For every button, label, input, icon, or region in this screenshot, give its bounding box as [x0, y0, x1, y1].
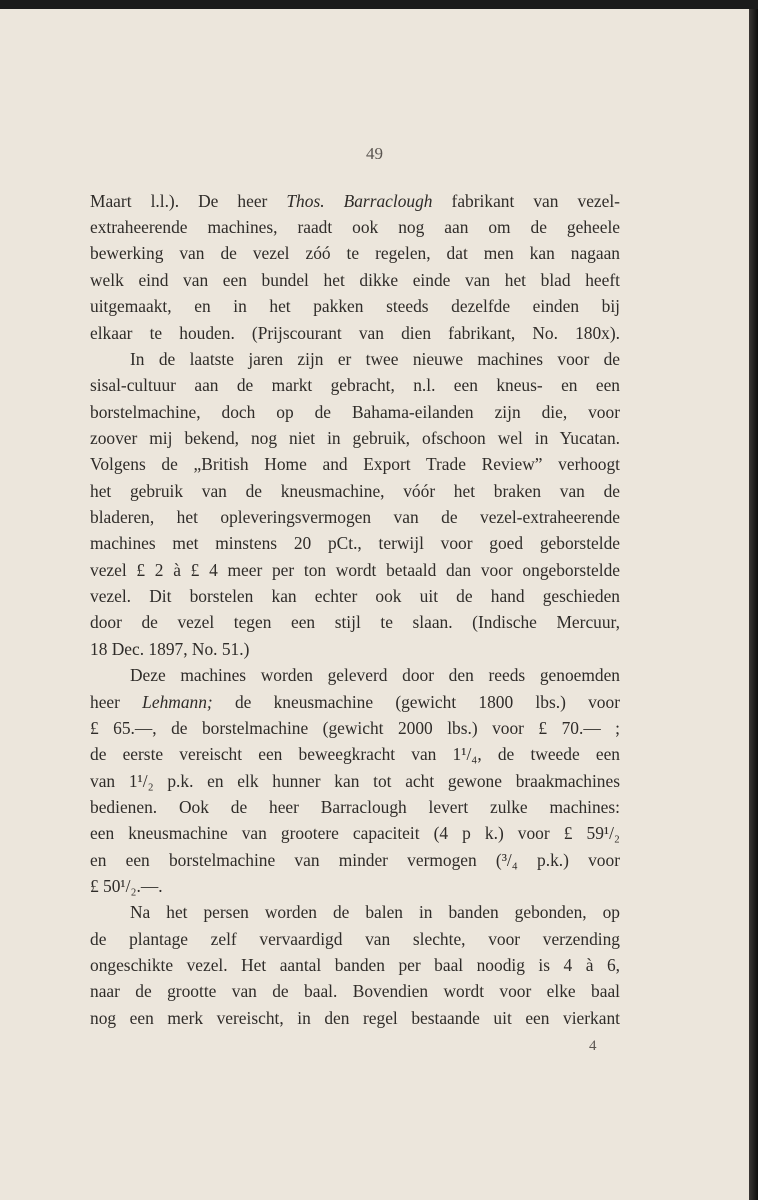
text-line: bewerking van de vezel zóó te regelen, dat men kan nagaan [90, 243, 620, 263]
text-line: Volgens de „British Home and Export Trade Review” verhoogt [90, 454, 620, 474]
text-line: Na het persen worden de balen in banden gebonden, op [130, 902, 620, 922]
text-line: vezel. Dit borstelen kan echter ook uit de hand geschieden [90, 586, 620, 606]
text-line: door de vezel tegen een stijl te slaan. (Indische Mercuur, [90, 612, 620, 632]
text-line: £ 65.—, de borstelmachine (gewicht 2000 lbs.) voor £ 70.— ; [90, 718, 620, 738]
text-line: vezel £ 2 à £ 4 meer per ton wordt betaald dan voor ongeborstelde [90, 560, 620, 580]
text-line: het gebruik van de kneusmachine, vóór het braken van de [90, 481, 620, 501]
text-line: de plantage zelf vervaardigd van slechte, voor verzending [90, 929, 620, 949]
page-number: 49 [366, 144, 383, 163]
text-line: naar de grootte van de baal. Bovendien wordt voor elke baal [90, 981, 620, 1001]
text-line: extraheerende machines, raadt ook nog aan om de geheele [90, 217, 620, 237]
text-line: borstelmachine, doch op de Bahama-eilanden zijn die, voor [90, 402, 620, 422]
text-line: bedienen. Ook de heer Barraclough levert zulke machines: [90, 797, 620, 817]
text-line: Maart l.l.). De heer Thos. Barraclough fabrikant van vezel- [90, 191, 620, 211]
text-line: nog een merk vereischt, in den regel bestaande uit een vierkant [90, 1008, 620, 1028]
text-line: de eerste vereischt een beweegkracht van 1¹/₄, de tweede een [90, 744, 620, 764]
text-line: sisal-cultuur aan de markt gebracht, n.l. een kneus- en een [90, 375, 620, 395]
text-line: een kneusmachine van grootere capaciteit (4 p k.) voor £ 59¹/₂ [90, 823, 620, 843]
book-page [0, 9, 749, 1200]
page-edge-shadow [749, 9, 758, 1200]
text-line: 18 Dec. 1897, No. 51.) [90, 639, 250, 659]
text-line: van 1¹/₂ p.k. en elk hunner kan tot acht gewone braakmachines [90, 771, 620, 791]
text-line: In de laatste jaren zijn er twee nieuwe machines voor de [130, 349, 620, 369]
text-line: ongeschikte vezel. Het aantal banden per baal noodig is 4 à 6, [90, 955, 620, 975]
text-line: welk eind van een bundel het dikke einde van het blad heeft [90, 270, 620, 290]
text-line: bladeren, het opleveringsvermogen van de vezel-extraheerende [90, 507, 620, 527]
text-line: uitgemaakt, en in het pakken steeds dezelfde einden bij [90, 296, 620, 316]
text-line: machines met minstens 20 pCt., terwijl voor goed geborstelde [90, 533, 620, 553]
text-line: elkaar te houden. (Prijscourant van dien fabrikant, No. 180x). [90, 323, 620, 343]
text-line: heer Lehmann; de kneusmachine (gewicht 1800 lbs.) voor [90, 692, 620, 712]
text-line: Deze machines worden geleverd door den reeds genoemden [130, 665, 620, 685]
text-line: zoover mij bekend, nog niet in gebruik, ofschoon wel in Yucatan. [90, 428, 620, 448]
text-line: en een borstelmachine van minder vermogen (³/₄ p.k.) voor [90, 850, 620, 870]
signature-mark: 4 [589, 1038, 597, 1054]
text-line: £ 50¹/₂.—. [90, 876, 163, 896]
